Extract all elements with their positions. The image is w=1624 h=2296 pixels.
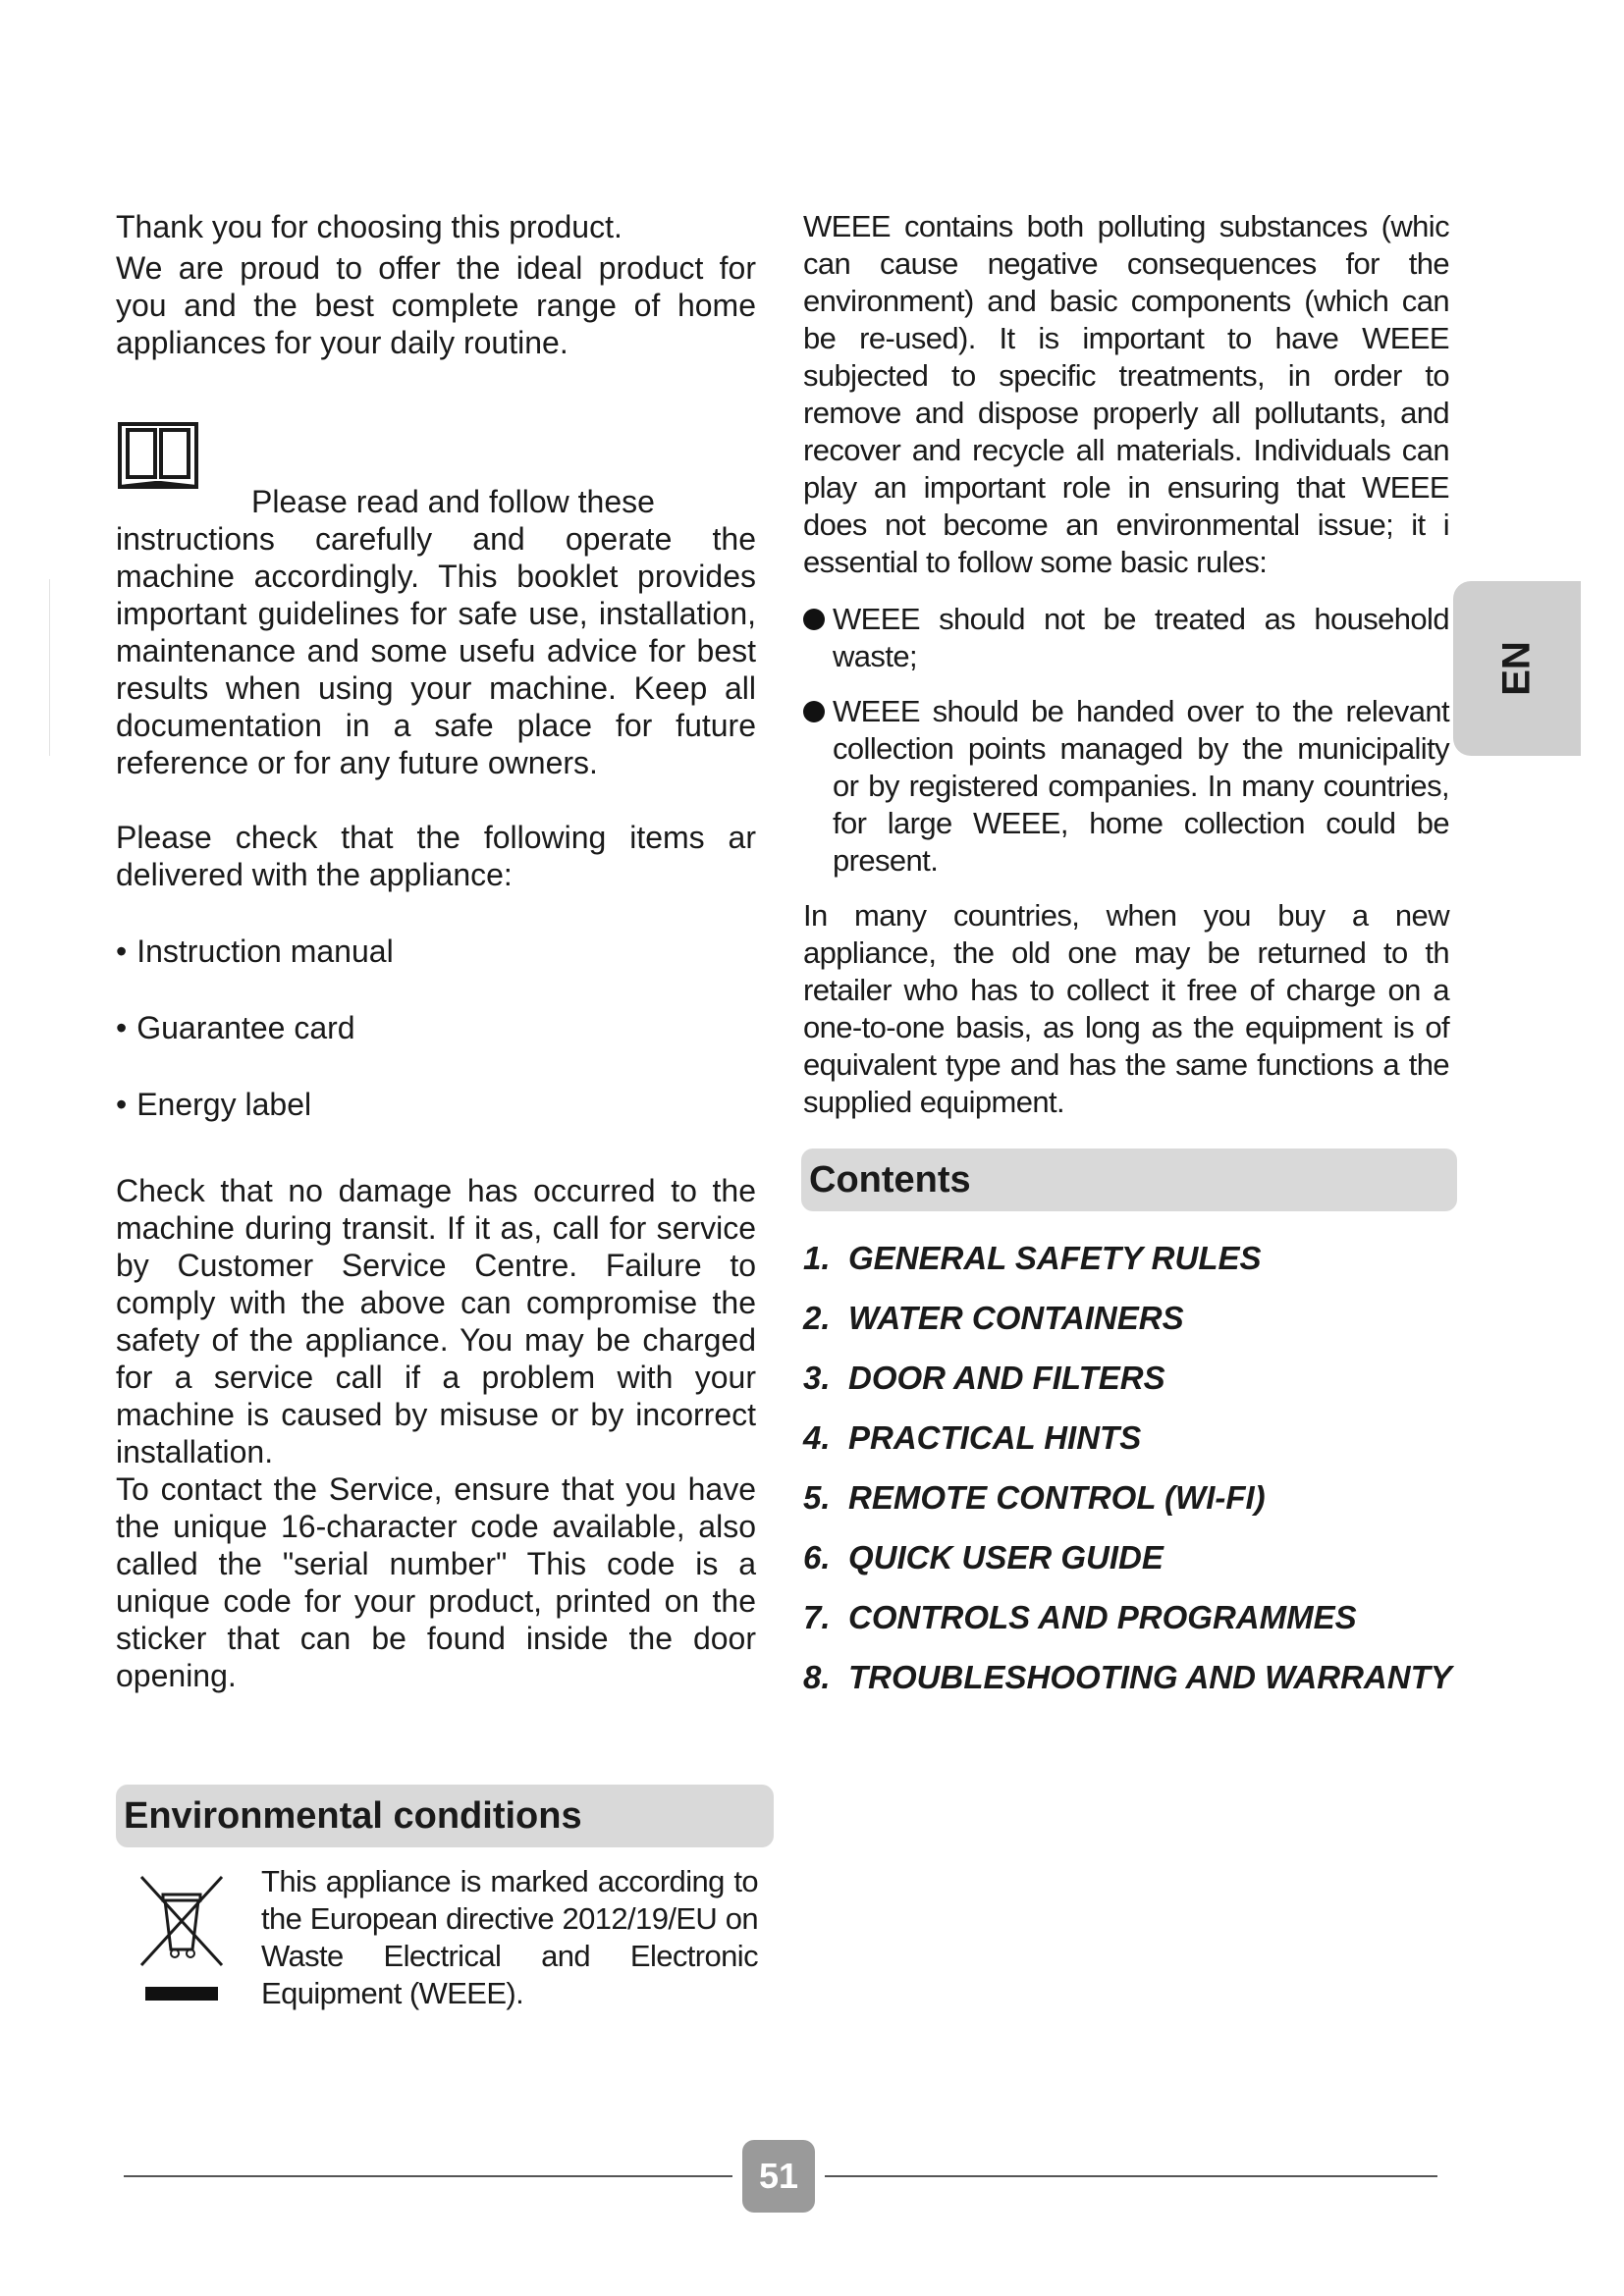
toc-title: GENERAL SAFETY RULES	[848, 1240, 1262, 1276]
bullet-dot-icon	[803, 701, 825, 722]
toc-item[interactable]	[803, 1538, 1451, 1577]
thanks-text: Thank you for choosing this product.	[116, 209, 623, 244]
proud-text: We are proud to offer the ideal product for you and the best complete range of home appliances for your daily routine.	[116, 250, 756, 360]
toc-number: 7.	[803, 1599, 831, 1635]
toc-title: WATER CONTAINERS	[848, 1300, 1184, 1336]
list-item: • Energy label	[116, 1086, 756, 1123]
list-item	[803, 601, 1449, 675]
contents-heading: Contents	[801, 1148, 1457, 1211]
toc-title: CONTROLS AND PROGRAMMES	[848, 1599, 1357, 1635]
toc-number: 5.	[803, 1479, 831, 1516]
toc-title: TROUBLESHOOTING AND WARRANTY	[848, 1659, 1452, 1695]
toc-number: 1.	[803, 1240, 831, 1276]
toc-number: 6.	[803, 1539, 831, 1575]
toc-item[interactable]	[803, 1418, 1451, 1458]
toc-number: 2.	[803, 1300, 831, 1336]
bullet-dot-icon	[803, 609, 825, 630]
read-first-line: Please read and follow these	[251, 484, 655, 519]
damage-text: Check that no damage has occurred to the machine during transit. If it as, call for service by Customer Service Centre. Failure to comply with the above can compromise the safety of the appliance. You may be charged for a service call if a problem with your machine is caused by misuse or by incorrect installation.	[116, 1173, 756, 1469]
toc-title: DOOR AND FILTERS	[848, 1360, 1165, 1396]
toc-number: 8.	[803, 1659, 831, 1695]
read-rest-text: instructions carefully and operate the machine accordingly. This booklet provides important guidelines for safe use, installation, maintenance and some usefu advice for best results when using your machine. Keep all documentation in a safe place for future reference or for any future owners.	[116, 521, 756, 780]
weee-intro-text: WEEE contains both polluting substances (whic can cause negative consequences for the environment) and basic components (which can be re-used). It is important to have WEEE subjected to specific treatments, in order to remove and dispose properly all pollutants, and recover and recycle all materials. Individuals can play an important role in ensuring that WEEE does not become an environmental issue; it i essential to follow some basic rules:	[803, 209, 1449, 579]
list-item: • Instruction manual	[116, 933, 756, 970]
rule-text: WEEE should not be treated as household waste;	[833, 602, 1449, 673]
check-items-text: Please check that the following items ar delivered with the appliance:	[116, 820, 756, 892]
right-column	[803, 208, 1449, 1121]
list-item	[803, 693, 1449, 880]
toc-item[interactable]	[803, 1359, 1451, 1398]
toc-item[interactable]	[803, 1598, 1451, 1637]
toc-title: REMOTE CONTROL (WI-FI)	[848, 1479, 1266, 1516]
left-column	[116, 208, 756, 1694]
footer-rule-left	[124, 2175, 732, 2177]
footer-rule-right	[825, 2175, 1437, 2177]
language-tab	[1453, 581, 1581, 756]
toc-title: PRACTICAL HINTS	[848, 1419, 1142, 1456]
environmental-heading: Environmental conditions	[116, 1785, 774, 1847]
rule-text: WEEE should be handed over to the relevant collection points managed by the municipality or by registered companies. In many countries, for large WEEE, home collection could be present.	[833, 694, 1449, 878]
toc-number: 4.	[803, 1419, 831, 1456]
contact-text: To contact the Service, ensure that you have the unique 16-character code available, also called the "serial number" This code is a unique code for your product, printed on the sticker that can be found inside the door opening.	[116, 1471, 756, 1693]
toc-item[interactable]	[803, 1478, 1451, 1518]
read-instructions-block	[116, 418, 756, 781]
language-tab-label: EN	[1494, 641, 1539, 696]
delivered-items-list	[116, 933, 756, 1123]
weee-return-text: In many countries, when you buy a new appliance, the old one may be returned to th retailer who has to collect it free of charge on a one-to-one basis, as long as the equipment is of equivalent type and has the same functions a the supplied equipment.	[803, 898, 1449, 1119]
contents-list	[803, 1239, 1451, 1718]
page-number: 51	[742, 2140, 815, 2213]
book-icon	[116, 418, 200, 493]
margin-rule	[49, 579, 50, 756]
crossed-bin-icon	[137, 1871, 226, 2008]
list-item: • Guarantee card	[116, 1009, 756, 1046]
environmental-body	[137, 1863, 758, 2012]
toc-title: QUICK USER GUIDE	[848, 1539, 1164, 1575]
toc-item[interactable]	[803, 1299, 1451, 1338]
toc-number: 3.	[803, 1360, 831, 1396]
toc-item[interactable]	[803, 1658, 1451, 1697]
weee-marked-text: This appliance is marked according to the European directive 2012/19/EU on Waste Electrical and Electronic Equipment (WEEE).	[261, 1864, 758, 2010]
toc-item[interactable]	[803, 1239, 1451, 1278]
weee-rules-list	[803, 601, 1449, 880]
